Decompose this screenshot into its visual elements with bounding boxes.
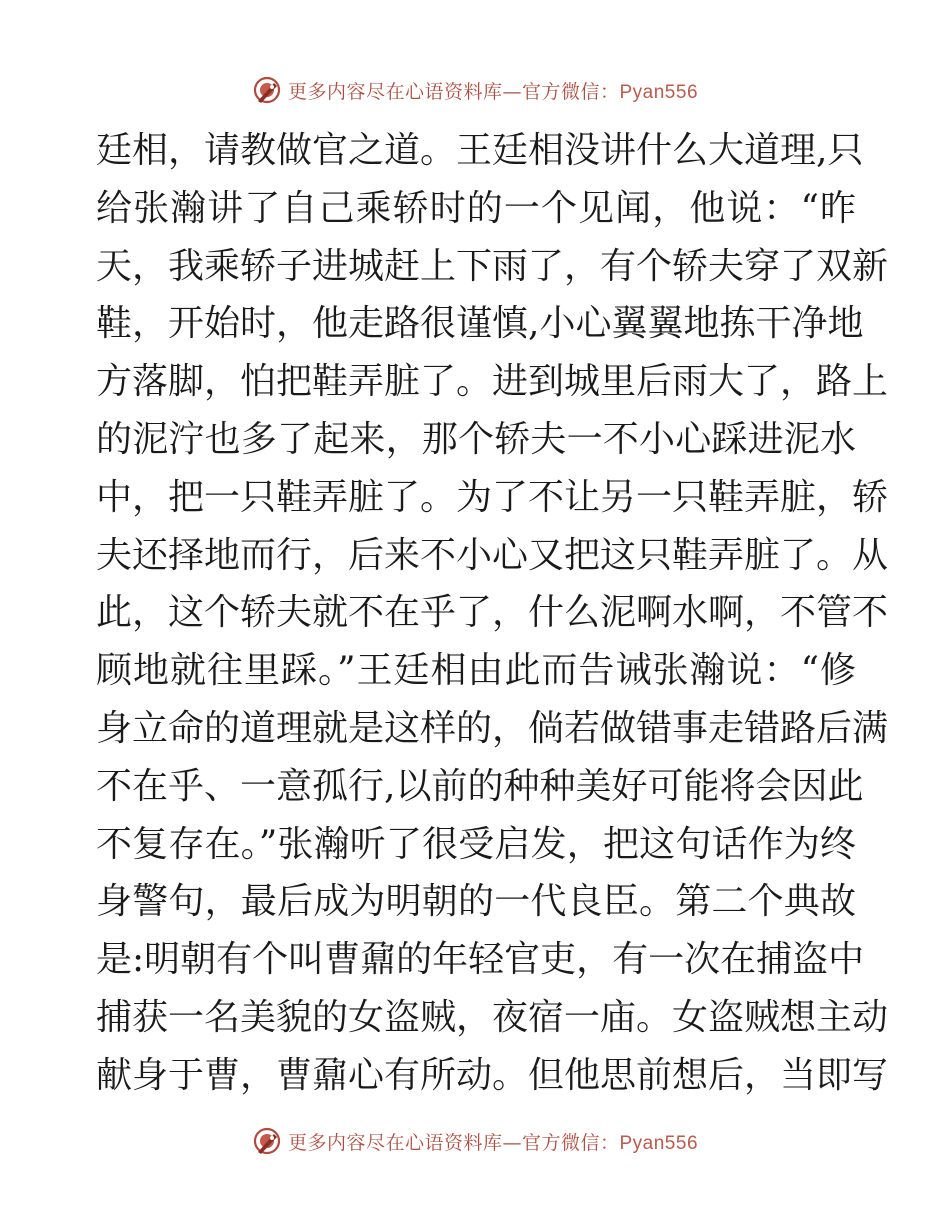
footer-account-text: Pyan556 — [619, 1132, 699, 1154]
text-line: 不在乎、一意孤行,以前的种种美好可能将会因此 — [96, 765, 864, 807]
text-line: 献身于曹，曹鼐心有所动。但他思前想后，当即写 — [96, 1054, 889, 1096]
text-line: 身警句，最后成为明朝的一代良臣。第二个典故 — [96, 881, 856, 923]
brush-logo-icon — [252, 1126, 282, 1156]
text-line: 中，把一只鞋弄脏了。为了不让另一只鞋弄脏，轿 — [96, 476, 889, 518]
text-line: 夫还择地而行，后来不小心又把这只鞋弄脏了。从 — [96, 534, 889, 576]
header-banner — [0, 73, 950, 107]
header-account-text: Pyan556 — [619, 81, 699, 103]
text-line: 此，这个轿夫就不在乎了，什么泥啊水啊，不管不 — [96, 592, 889, 634]
text-line: 的泥泞也多了起来，那个轿夫一不小心踩进泥水 — [96, 418, 856, 460]
text-line: 捕获一名美貌的女盗贼，夜宿一庙。女盗贼想主动 — [96, 996, 889, 1038]
header-banner-text: 更多内容尽在心语资料库—官方微信：Pyan556 — [287, 80, 699, 103]
document-body — [96, 122, 889, 1105]
text-line: 鞋，开始时，他走路很谨慎,小心翼翼地拣干净地 — [96, 303, 864, 345]
brush-logo-icon — [252, 75, 282, 105]
text-line: 顾地就往里踩。”王廷相由此而告诫张瀚说：“修 — [96, 650, 856, 692]
text-line: 给张瀚讲了自己乘轿时的一个见闻，他说：“昨 — [96, 187, 856, 229]
footer-banner-text: 更多内容尽在心语资料库—官方微信：Pyan556 — [287, 1131, 699, 1154]
text-line: 不复存在。”张瀚听了很受启发，把这句话作为终 — [96, 823, 856, 865]
text-line: 方落脚，怕把鞋弄脏了。进到城里后雨大了，路上 — [96, 361, 889, 403]
text-line: 天，我乘轿子进城赶上下雨了，有个轿夫穿了双新 — [96, 245, 889, 287]
text-line: 廷相，请教做官之道。王廷相没讲什么大道理,只 — [96, 130, 864, 171]
text-line: 是:明朝有个叫曹鼐的年轻官吏，有一次在捕盗中 — [96, 939, 865, 981]
footer-banner — [0, 1124, 950, 1158]
text-line: 身立命的道理就是这样的，倘若做错事走错路后满 — [96, 707, 889, 749]
